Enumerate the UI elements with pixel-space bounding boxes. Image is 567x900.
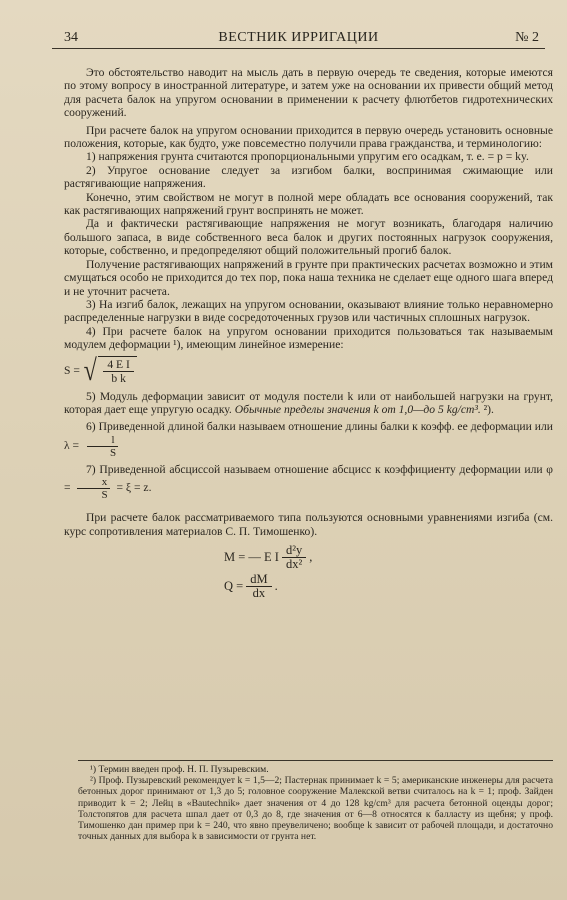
paragraph: 3) На изгиб балок, лежащих на упругом основании, оказывают влияние только неравномерно распределенные нагрузки в виде сосредоточенных грузов или частичных сплошных нагрузок. [64,297,553,325]
fraction-denominator: dx [252,585,266,600]
footnotes [78,760,553,842]
fraction-numerator: l [87,434,118,447]
paragraph: Это обстоятельство наводит на мысль дать в первую очередь те сведения, которые имеются по этому вопросу в иностранной литературе, и затем уже на основании их привести общий метод для расчета балок на упругом основании в применении к расчету флютбетов гидротехнических сооружений. [64,66,553,120]
italic-text: Обычные пределы значения k от 1,0—до 5 kg/cm³. [234,402,481,416]
equation-shear [224,573,553,600]
paragraph: 1) напряжения грунта считаются пропорциональными упругим его осадкам, т. е. = p = ky. [86,150,529,164]
paragraph: Получение растягивающих напряжений в грунте при практических расчетах возможно и этим смущаться особо не приходится до тех пор, пока наша техника не сделает еще одного шага вперед и не уточнит расчета. [64,257,553,298]
bending-equations [224,544,553,600]
running-header [52,28,545,49]
equation-lhs: M = — E I [224,549,279,564]
footnote-2: ²) Проф. Пузыревский рекомендует k = 1,5—2; Пастернак принимает k = 5; американские инженеры для расчета бетонных дорог принимают от 1,3 до 5; головное сооружение Малекской ветви считалось на k = 1; проф. Зайден приводит k = 2; Лейц в «Bautechnik» дает значения от 4 до 128 kg/cm³ для расчета бетонной оценды дорог; Толстопятов для расчета шпал дает от 0,3 до 8, где значения от 6—8 относятся к балласту из щебня; у проф. Тимошенко дан пример при k = 240, что явно преувеличено; вообще k зависит от рабочей площади, и достаточно точных данных для выбора k в зависимости от грунта нет. [78,775,553,843]
equation-tail: , [309,549,313,564]
phi-fraction [76,476,110,501]
fourth-root [82,353,137,387]
formula-deformation-modulus [64,353,553,387]
paragraph: Да и фактически растягивающие напряжения не могут возникать, благодаря наличию большого запаса, в виде собственного веса балок и других постоянных нагрузок сооружения, которые, собственно, и предопределяют общий положительный прогиб балок. [64,217,553,258]
fraction-numerator: x [77,476,111,489]
fraction-denominator: S [109,446,117,459]
fraction [282,544,306,571]
fraction [103,358,134,385]
paragraph: При расчете балок рассматриваемого типа пользуются основными уравнениями изгиба (см. курс сопротивления материалов С. П. Тимошенко). [64,511,553,538]
paragraph: 4) При расчете балок на упругом основании приходится пользоваться так называемым модулем деформации ¹), имеющим линейное измерение: [64,324,553,352]
page-number: 34 [64,30,78,45]
footnote-ref: ²). [483,402,494,416]
paragraph-6 [64,420,553,458]
paragraph-text: 7) Приведенной абсциссой называем отношение абсцисс к коэффициенту деформации или φ = [64,462,553,495]
issue-number: № 2 [515,30,539,45]
fraction-denominator: S [101,489,108,502]
footnote-1: ¹) Термин введен проф. Н. П. Пузыревским. [90,764,269,775]
equation-tail: . [274,578,278,593]
equation-lhs: Q = [224,578,244,593]
fraction-denominator: dx² [285,556,303,571]
paragraph-text: 5) Модуль деформации зависит от модуля постели k или от наибольшей нагрузки на грунт, которая дает еще упругую осадку. [64,389,553,416]
fraction-numerator: dM [246,573,271,587]
journal-title: ВЕСТНИК ИРРИГАЦИИ [218,30,379,45]
formula-lhs: S = [64,363,80,377]
paragraph-7 [64,463,553,501]
paragraph: При расчете балок на упругом основании приходится в первую очередь установить основные положения, которые, как будто, уже повсеместно получили права гражданства, и терминологию: [64,123,553,151]
lambda-fraction [85,434,119,459]
fraction-denominator: b k [111,371,126,385]
fraction-numerator: d²y [282,544,306,558]
radicand [98,356,137,386]
fraction [246,573,271,600]
paragraph: 2) Упругое основание следует за изгибом балки, воспринимая сжимающие или растягивающие напряжения. [64,163,553,191]
paragraph-5 [64,390,553,417]
radical-sign: √ [83,353,97,387]
equation-moment [224,544,553,571]
paragraph: Конечно, этим свойством не могут в полной мере обладать все основания сооружений, так как растягивающих напряжений грунт воспринять не может. [64,190,553,218]
article-body [64,66,553,602]
paragraph-text: 6) Приведенной длиной балки называем отношение длины балки к коэфф. ее деформации или λ = [64,420,553,452]
fraction-numerator: 4 E I [103,358,134,372]
formula-tail: = ξ = z. [116,481,152,495]
